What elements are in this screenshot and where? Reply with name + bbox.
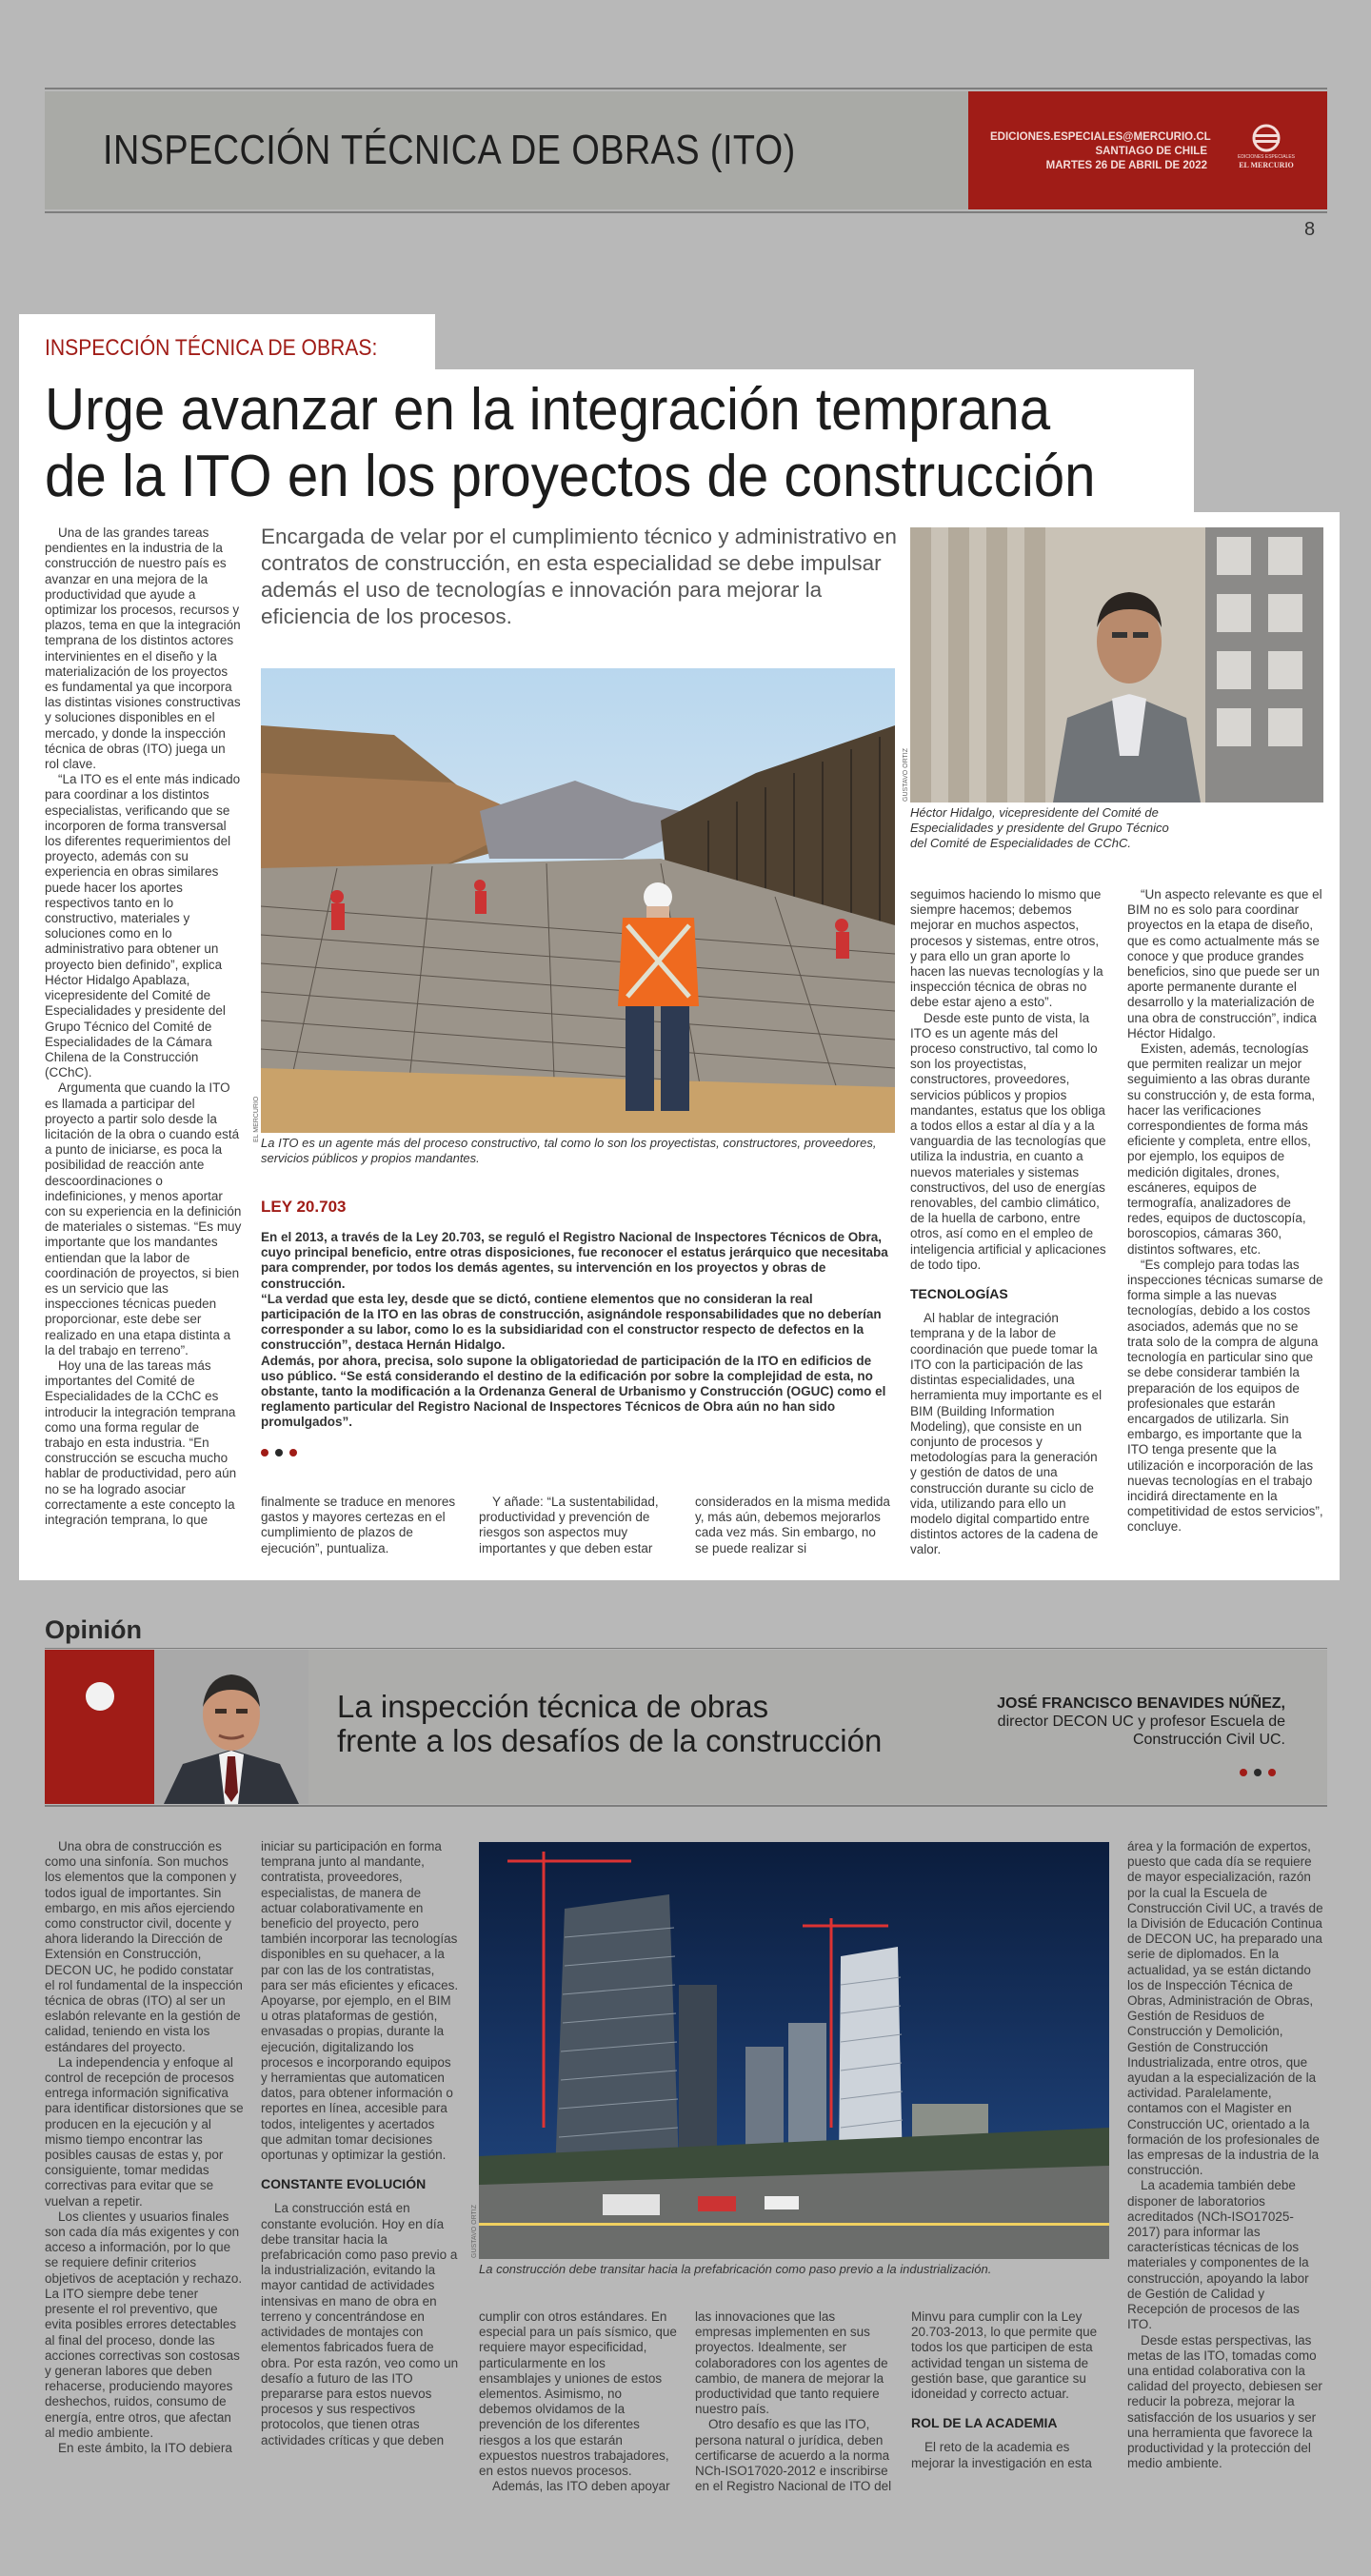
photo2-credit: GUSTAVO ORTIZ <box>903 747 909 802</box>
headline-line-1: Urge avanzar en la integración temprana <box>45 377 1051 443</box>
article-bottom-column-3 <box>695 1495 890 1556</box>
el-mercurio-logo <box>1228 124 1304 185</box>
opinion-column-1 <box>45 1839 245 2456</box>
law-box-paragraph: Además, por ahora, precisa, solo supone la obligatoriedad de participación de la ITO en edificios de uso público. “Se está considerando el destino de la edificación por sobre la complejidad de esta, no obstante, tanto la modificación a la Ordenanza General de Urbanismo y Construcción (OGUC) como el reglamento particular del Registro Nacional de Inspectores Técnicos de Obra aún no han sido promulgados”. <box>261 1353 886 1430</box>
photo1-credit: EL MERCURIO <box>253 1096 260 1142</box>
subhead-constante-evolucion: CONSTANTE EVOLUCIÓN <box>261 2176 427 2192</box>
opinion-bottom-rule <box>45 1805 1327 1807</box>
article-paragraph: finalmente se traduce en menores gastos y mayores certezas en el cumplimiento de plazos de ejecución”, puntualiza. <box>261 1495 456 1556</box>
article-bottom-column-2 <box>479 1495 674 1556</box>
logo-small-text: EDICIONES ESPECIALES <box>1237 154 1296 160</box>
subhead-tecnologias: TECNOLOGÍAS <box>910 1286 1008 1302</box>
opinion-paragraph: Una obra de construcción es como una sinfonía. Son muchos los elementos que la componen y todos igual de importantes. Sin embargo, en mis años ejerciendo como constructor civil, docente y ahora liderando la Dirección de Extensión en Construcción, DECON UC, he podido constatar el rol fundamental de la inspección técnica de obras (ITO) al ser un eslabón relevante en la gestión de calidad, teniendo en vista los estándares del proyecto. <box>45 1839 243 2054</box>
law-box-text <box>261 1230 895 1431</box>
opinion-dots <box>1240 1764 1282 1781</box>
opinion-red-block <box>45 1650 154 1804</box>
worker-photo <box>261 668 895 1133</box>
headline-line-2: de la ITO en los proyectos de construcción <box>45 444 1096 509</box>
law-box-paragraph: “La verdad que esta ley, desde que se dictó, contiene elementos que no consideran la real participación de la ITO en las obras de construcción, asignándole responsabilidades que no deberían corresponder a su labor, como lo es la subsidiaridad con el constructor respecto de defectos en la construcción”, destaca Hernán Hidalgo. <box>261 1291 882 1353</box>
article-kicker: INSPECCIÓN TÉCNICA DE OBRAS: <box>45 335 378 361</box>
opinion-column-6 <box>1127 1839 1325 2471</box>
opinion-paragraph: La independencia y enfoque al control de recepción de procesos entrega información significativa para identificar distorsiones que se producen en la ejecución y al mismo tiempo encontrar las posibles causas de estas y, por consiguiente, tomar medidas correctivas para evitar que se vuelvan a repetir. <box>45 2054 244 2209</box>
article-left-column <box>45 525 242 1528</box>
opinion-paragraph: cumplir con otros estándares. En especial para un país sísmico, que requiere mayor especificidad, particularmente en los ensamblajes y uniones de estos elementos. Asimismo, no debemos olvidamos de la prevención de los diferentes riesgos a los que estarán expuestos nuestros trabajadores, en estos nuevos procesos. <box>479 2309 677 2479</box>
article-paragraph: Una de las grandes tareas pendientes en la industria de la construcción de nuestro país es avanzar en una mejora de la productividad que ayude a optimizar los procesos, recursos y plazos, tema en que la integración temprana de los distintos actores intervinientes en el diseño y la materialización de los proyectos es fundamental ya que incorpora las distintas visiones constructivas y soluciones disponibles en el mercado, y donde la inspección técnica de obras (ITO) juega un rol clave. <box>45 525 241 772</box>
article-paragraph: Hoy una de las tareas más importantes del Comité de Especialidades de la CChC es introducir la integración temprana como una forma regular de trabajo en esta industria. “En construcción se escucha mucho hablar de productividad, pero aún no se ha logrado asociar correctamente a este concepto la integración temprana, lo que <box>45 1357 237 1527</box>
opinion-label: Opinión <box>45 1615 142 1644</box>
article-paragraph: Al hablar de integración temprana y de la labor de coordinación que puede tomar la ITO con la participación de las distintas especialidades, una herramienta muy importante es el BIM (Building Information Modeling), que consiste en un conjunto de procesos y metodologías para la generación y gestión de datos de una construcción durante su ciclo de vida, utilizando para ello un modelo digital compartido entre distintos actores de la cadena de valor. <box>910 1311 1103 1557</box>
opinion-paragraph: iniciar su participación en forma temprana junto al mandante, contratista, proveedores, especialistas, de manera de actuar colaborativamente en beneficio del proyecto, pero también incorporar las tecnologías disponibles en su quehacer, a la par con las de los contratistas, para ser más eficientes y eficaces. Apoyarse, por ejemplo, en el BIM u otras plataformas de gestión, envasadas o propias, durante la ejecución, digitalizando los procesos e incorporando equipos y herramientas que automaticen datos, para obtener información o reportes en línea, accesible para todos, inteligentes y acertados que admitan tomar decisiones oportunas y optimizar la gestión. <box>261 1839 459 2163</box>
opinion-paragraph: En este ámbito, la ITO debiera <box>58 2440 232 2455</box>
article-paragraph: Existen, además, tecnologías que permiten realizar un mejor seguimiento a las obras durante su construcción y, de esta forma, hacer las verificaciones correspondientes de forma más eficiente y completa, entre ellos, por ejemplo, los equipos de medición digitales, drones, escáneres, equipos de termografía, analizadores de redes, equipos de ductoscopía, boroscopios, cámaras 360, distintos softwares, etc. <box>1127 1041 1316 1257</box>
photo2-caption: Héctor Hidalgo, vicepresidente del Comité de Especialidades y presidente del Grupo Técnico del Comité de Especialidades de CChC. <box>910 805 1169 850</box>
masthead-info <box>990 130 1211 173</box>
opinion-headline <box>337 1690 882 1758</box>
article-paragraph: Y añade: “La sustentabilidad, productividad y prevención de riesgos son aspectos muy importantes y que deben estar <box>479 1495 659 1556</box>
logo-name: EL MERCURIO <box>1239 161 1294 169</box>
author-role: Construcción Civil UC. <box>1132 1732 1285 1748</box>
article-paragraph: considerados en la misma medida y, más aún, debemos mejorarlos cada vez más. Sin embargo, no se puede realizar si <box>695 1495 890 1556</box>
article-paragraph: Desde este punto de vista, la ITO es un agente más del proceso constructivo, tal como lo son los proyectistas, constructores, proveedores, servicios públicos y propios mandantes, estatus que los obliga a todos ellos a estar al día y a la vanguardia de las tecnologías que utiliza la industria, en cuanto a nuevos materiales y sistemas constructivos, del uso de energías renovables, del cambio climático, de la huella de carbono, entre otros, así como en el empleo de inteligencia artificial y aplicaciones de todo tipo. <box>910 1010 1106 1272</box>
photo3-credit: GUSTAVO ORTIZ <box>471 2204 478 2258</box>
article-paragraph: “Un aspecto relevante es que el BIM no es solo para coordinar proyectos en la etapa de diseño, que es como actualmente más se conoce y que produce grandes beneficios, sino que puede ser un aporte permanente durante el desarrollo y la materialización de una obra de construcción”, indica Héctor Hidalgo. <box>1127 887 1322 1040</box>
article-paragraph: “La ITO es el ente más indicado para coordinar a los distintos especialistas, verificando que se incorporen de forma transversal los diferentes requerimientos del proyecto, además con su experiencia en obras similares puede hacer los aportes respectivos tanto en lo constructivo, materiales y soluciones como en lo administrativo para obtener un proyecto bien definido”, explica Héctor Hidalgo Apablaza, vicepresidente del Comité de Especialidades y presidente del Grupo Técnico del Comité de Especialidades de la Cámara Chilena de la Construcción (CChC). <box>45 772 241 1080</box>
opinion-paragraph: área y la formación de expertos, puesto que cada día se requiere de mayor especialización, razón por la cual la Escuela de Construcción Civil UC, a través de la División de Educación Continua de DECON UC, ha preparado una serie de diplomados. En la actualidad, ya se están dictando los de Inspección Técnica de Obras, Administración de Obras, Gestión de Residuos de Construcción y Demolición, Gestión de Construcción Industrializada, entre otros, que ayudan a la especialización de la actividad. Paralelamente, contamos con el Magister en Construcción UC, orientado a la formación de los profesionales de las empresas de la industria de la construcción. <box>1127 1839 1323 2178</box>
buildings-photo-caption: La construcción debe transitar hacia la prefabricación como paso previo a la industrialización. <box>479 2262 992 2276</box>
opinion-column-3 <box>479 2309 677 2494</box>
opinion-headline-line-2: frente a los desafíos de la construcción <box>337 1723 883 1758</box>
article-paragraph: seguimos haciendo lo mismo que siempre hacemos; debemos mejorar en muchos aspectos, procesos y sistemas, entre otros, y para ello un gran aporte lo hacen las nuevas tecnologías y la inspección técnica de obras no debe estar ajeno a esto”. <box>910 887 1103 1010</box>
portrait-photo <box>910 527 1323 803</box>
article-paragraph: “Es complejo para todas las inspecciones técnicas sumarse de forma simple a las nuevas tecnologías, debido a los costos asociados, además que no se trata solo de la compra de alguna tecnología en particular sino que se debe considerar también la preparación de los equipos de profesionales que estarán encargados de utilizarla. Sin embargo, es importante que la ITO tenga presente que la utilización e incorporación de las nuevas tecnologías en el trabajo incidirá directamente en la competitividad de estos servicios”, concluye. <box>1127 1257 1323 1535</box>
opinion-headline-line-1: La inspección técnica de obras <box>337 1689 769 1724</box>
opinion-column-4 <box>695 2309 893 2494</box>
opinion-paragraph: las innovaciones que las empresas implementen en sus proyectos. Idealmente, ser colaboradores con los agentes de cambio, de manera de mejorar la productividad que tanto requiere nuestro país. <box>695 2309 888 2417</box>
opinion-top-rule <box>45 1648 1327 1649</box>
masthead-city: SANTIAGO DE CHILE <box>1095 146 1207 157</box>
law-box-paragraph: En el 2013, a través de la Ley 20.703, se reguló el Registro Nacional de Inspectores Técnicos de Obra, cuyo principal beneficio, entre otras disposiciones, fue reconocer el estatus jerárquico que necesitaba para comprender, por todos los demás agentes, su intervención en los proyectos y obras de construcción. <box>261 1230 888 1291</box>
article-right-column-a <box>910 887 1106 1558</box>
article-bottom-column-1 <box>261 1495 461 1556</box>
law-box-dots <box>261 1444 895 1461</box>
buildings-photo <box>479 1842 1109 2259</box>
subhead-rol-academia: ROL DE LA ACADEMIA <box>911 2415 1058 2431</box>
opinion-column-2 <box>261 1839 459 2448</box>
page-number: 8 <box>1304 219 1316 240</box>
opinion-column-5 <box>911 2309 1109 2471</box>
opinion-paragraph: Los clientes y usuarios finales son cada día más exigentes y con acceso a información, por lo que se requiere definir criterios objetivos de aceptación y rechazo. La ITO siempre debe tener presente el rol preventivo, que evita posibles errores detectables al final del proceso, donde las acciones correctivas son costosas y generan labores que deben rehacerse, produciendo mayores deshechos, ruidos, consumo de energía, entre otros, que afectan al medio ambiente. <box>45 2209 243 2440</box>
article-lead: Encargada de velar por el cumplimiento técnico y administrativo en contratos de construcción, en esta especialidad se debe impulsar además el uso de tecnologías e innovación para mejorar la eficiencia de los procesos. <box>261 525 897 628</box>
worker-photo-illustration <box>261 668 895 1133</box>
buildings-photo-illustration <box>479 1842 1109 2259</box>
masthead-top-rule <box>45 88 1327 89</box>
masthead-bottom-rule <box>45 211 1327 213</box>
masthead-date: MARTES 26 DE ABRIL DE 2022 <box>1045 160 1207 171</box>
article-paragraph: Argumenta que cuando la ITO es llamada a participar del proyecto a partir solo desde la licitación de la obra o cuando está a punto de iniciarse, es poca la posibilidad de reacción ante descoordinaciones o indefiniciones, y menos aportar con su experiencia en la definición de materiales o sistemas. “Es muy importante que los mandantes entiendan que la labor de coordinación de proyectos, si bien es un servicio que las inspecciones técnicas pueden proporcionar, este debe ser realizado en una etapa distinta a la del trabajo en terreno”. <box>45 1080 242 1357</box>
author-photo-illustration <box>154 1650 308 1804</box>
opinion-paragraph: El reto de la academia es mejorar la investigación en esta <box>911 2440 1092 2470</box>
author-photo <box>154 1650 308 1804</box>
opinion-paragraph: Otro desafío es que las ITO, persona natural o jurídica, deben certificarse de acuerdo a la norma NCh-ISO17020-2012 e inscribirse en el Registro Nacional de ITO del <box>695 2417 892 2494</box>
article-headline <box>45 377 1096 510</box>
portrait-photo-illustration <box>910 527 1323 803</box>
section-title: INSPECCIÓN TÉCNICA DE OBRAS (ITO) <box>103 127 796 173</box>
author-role: director DECON UC y profesor Escuela de <box>997 1714 1285 1730</box>
opinion-paragraph: Minvu para cumplir con la Ley 20.703-2013, lo que permite que todos los que participen de esta actividad tengan un sistema de gestión base, que garantice su idoneidad y correcto actuar. <box>911 2309 1098 2402</box>
law-box <box>261 1198 895 1461</box>
law-box-title: LEY 20.703 <box>261 1198 347 1216</box>
opinion-paragraph: La construcción está en constante evolución. Hoy en día debe transitar hacia la prefabricación como paso previo a la industrialización, evitando la mayor cantidad de actividades intensivas en mano de obra en terreno y concentrándose en actividades de montajes con elementos fabricados fuera de obra. Por esta razón, veo como un desafío a futuro de las ITO prepararse para estos nuevos procesos y sus respectivos protocolos, que tienen otras actividades críticas y que deben <box>261 2201 459 2447</box>
photo1-caption: La ITO es un agente más del proceso constructivo, tal como lo son los proyectistas, constructores, proveedores, servicios públicos y propios mandantes. <box>261 1136 877 1165</box>
masthead-email: EDICIONES.ESPECIALES@MERCURIO.CL <box>990 131 1211 143</box>
opinion-paragraph: Desde estas perspectivas, las metas de las ITO, tomadas como una entidad colaborativa con la calidad del proyecto, debiesen ser reducir la pobreza, mejorar la satisfacción de los usuarios y ser una herramienta que favorece la productividad y la protección del medio ambiente. <box>1127 2332 1322 2471</box>
opinion-paragraph: Además, las ITO deben apoyar <box>492 2479 670 2494</box>
opinion-paragraph: La academia también debe disponer de laboratorios acreditados (NCh-ISO17025-2017) para informar las características técnicas de los materiales y componentes de la construcción, apoyando la labor de Gestión de Calidad y Recepción de procesos de las ITO. <box>1127 2178 1309 2332</box>
author-name: JOSÉ FRANCISCO BENAVIDES NÚÑEZ, <box>997 1695 1285 1712</box>
opinion-quote-dot-icon <box>86 1682 114 1711</box>
el-mercurio-logo-icon <box>1246 124 1286 152</box>
article-right-column-b <box>1127 887 1323 1536</box>
opinion-author <box>914 1694 1285 1749</box>
